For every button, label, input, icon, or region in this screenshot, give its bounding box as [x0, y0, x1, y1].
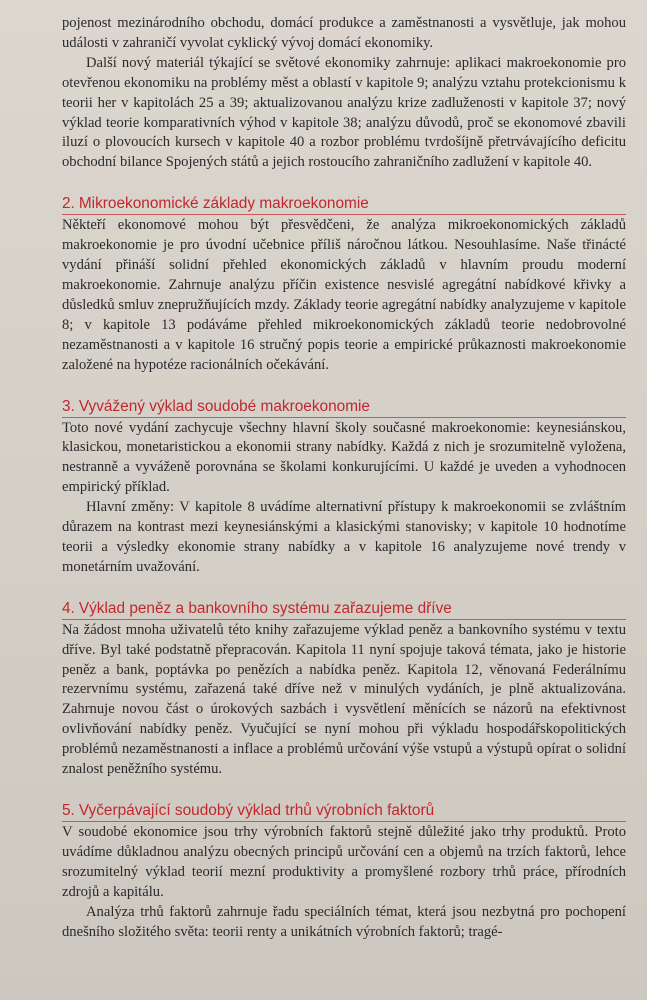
section-heading-5	[62, 801, 626, 822]
section-number: 3.	[62, 397, 75, 415]
section-title: Vyvážený výklad soudobé makroekonomie	[78, 397, 370, 415]
section-number: 4.	[62, 599, 75, 617]
section-number: 2.	[62, 195, 75, 213]
section-3-paragraph-2: Hlavní změny: V kapitole 8 uvádíme alternativní přístupy k makroekonomii se zvláštním důrazem na kontrast mezi keynesiánskými a klasickými stanovisky; v kapitole 10 hodnotíme teorii a výsledky ekonomie strany nabídky a v kapitole 16 analyzujeme nové trendy v monetárním uvažování.	[62, 499, 626, 575]
page-text-column	[62, 14, 626, 942]
section-title: Výklad peněz a bankovního systému zařazujeme dříve	[78, 599, 452, 617]
section-title: Vyčerpávající soudobý výklad trhů výrobních faktorů	[78, 802, 435, 819]
section-heading-2	[62, 194, 626, 215]
section-number: 5.	[62, 802, 75, 819]
section-heading-4	[62, 599, 626, 620]
section-2-paragraph-1: Někteří ekonomové mohou být přesvědčeni, že analýza mikroekonomických základů makroekonomie je pro úvodní učebnice příliš náročnou látkou. Nesouhlasíme. Naše třinácté vydání přináší solidní přehled ekonomických základů v hlavním proudu moderní makroekonomie. Zahrnuje analýzu příčin existence nesvislé agregátní nabídkové křivky a důsledků smluv znepružňujících mzdy. Základy teorie agregátní nabídky analyzujeme v kapitole 8; v kapitole 13 podáváme přehled mikroekonomických základů teorie nedobrovolné nezaměstnanosti a v kapitole 16 stručný popis teorie a empirické průkaznosti makroekonomie založené na hypotéze racionálních očekávání.	[62, 217, 626, 373]
intro-paragraph-2: Další nový materiál týkající se světové ekonomiky zahrnuje: aplikaci makroekonomie pro otevřenou ekonomiku na problémy měst a oblastí v kapitole 9; analýzu vztahu protekcionismu k teorii her v kapitolách 25 a 39; aktualizovanou analýzu krize zadluženosti v kapitole 37; nový výklad teorie komparativních výhod v kapitole 38; analýzu důvodů, proč se ekonomové zbavili iluzí o plovoucích kursech v kapitole 40 a rozbor problému tvrdošíjně přetrvávajícího deficitu obchodní bilance Spojených států a jejich rostoucího zahraničního zadlužení v kapitole 40.	[62, 54, 626, 171]
section-5-paragraph-2: Analýza trhů faktorů zahrnuje řadu speciálních témat, která jsou nezbytná pro pochopení dnešního složitého světa: teorii renty a unikátních výrobních faktorů; tragé-	[62, 903, 626, 940]
section-3-paragraph-1: Toto nové vydání zachycuje všechny hlavní školy současné makroekonomie: keynesiánskou, klasickou, monetaristickou a ekonomii strany nabídky. Každá z nich je srozumitelně vyložena, nestranně a vyváženě porovnána se školami konkurujícími. U každé je uveden a vyhodnocen empirický příklad.	[62, 419, 626, 496]
section-title: Mikroekonomické základy makroekonomie	[78, 195, 369, 213]
section-4-paragraph-1: Na žádost mnoha uživatelů této knihy zařazujeme výklad peněz a bankovního systému v textu dříve. Byl také podstatně přepracován. Kapitola 11 nyní spojuje taková témata, jako je historie peněz a bank, poptávka po penězích a nabídka peněz. Kapitola 12, věnovaná Federálnímu rezervnímu systému, zařazená také dříve než v minulých vydáních, je plně aktualizována. Zahrnuje novou část o úrokových sazbách i vysvětlení měnících se názorů na efektivnost ovlivňování nabídky peněz. Vyučující se nyní mohou při výkladu hospodářskopolitických problémů nezaměstnanosti a inflace a problémů určování výše vstupů a výstupů opírat o solidní znalost peněžního systému.	[62, 621, 626, 778]
intro-paragraph-1: pojenost mezinárodního obchodu, domácí produkce a zaměstnanosti a vysvětluje, jak mohou události v zahraničí vyvolat cyklický vývoj domácí ekonomiky.	[62, 15, 626, 51]
section-5-paragraph-1: V soudobé ekonomice jsou trhy výrobních faktorů stejně důležité jako trhy produktů. Proto uvádíme důkladnou analýzu obecných principů určování cen a objemů na trzích faktorů, lehce srozumitelný výklad teorií mezní produktivity a promyšlené rozbory trhů práce, přírodních zdrojů a kapitálu.	[62, 824, 626, 900]
section-heading-3	[62, 397, 626, 418]
